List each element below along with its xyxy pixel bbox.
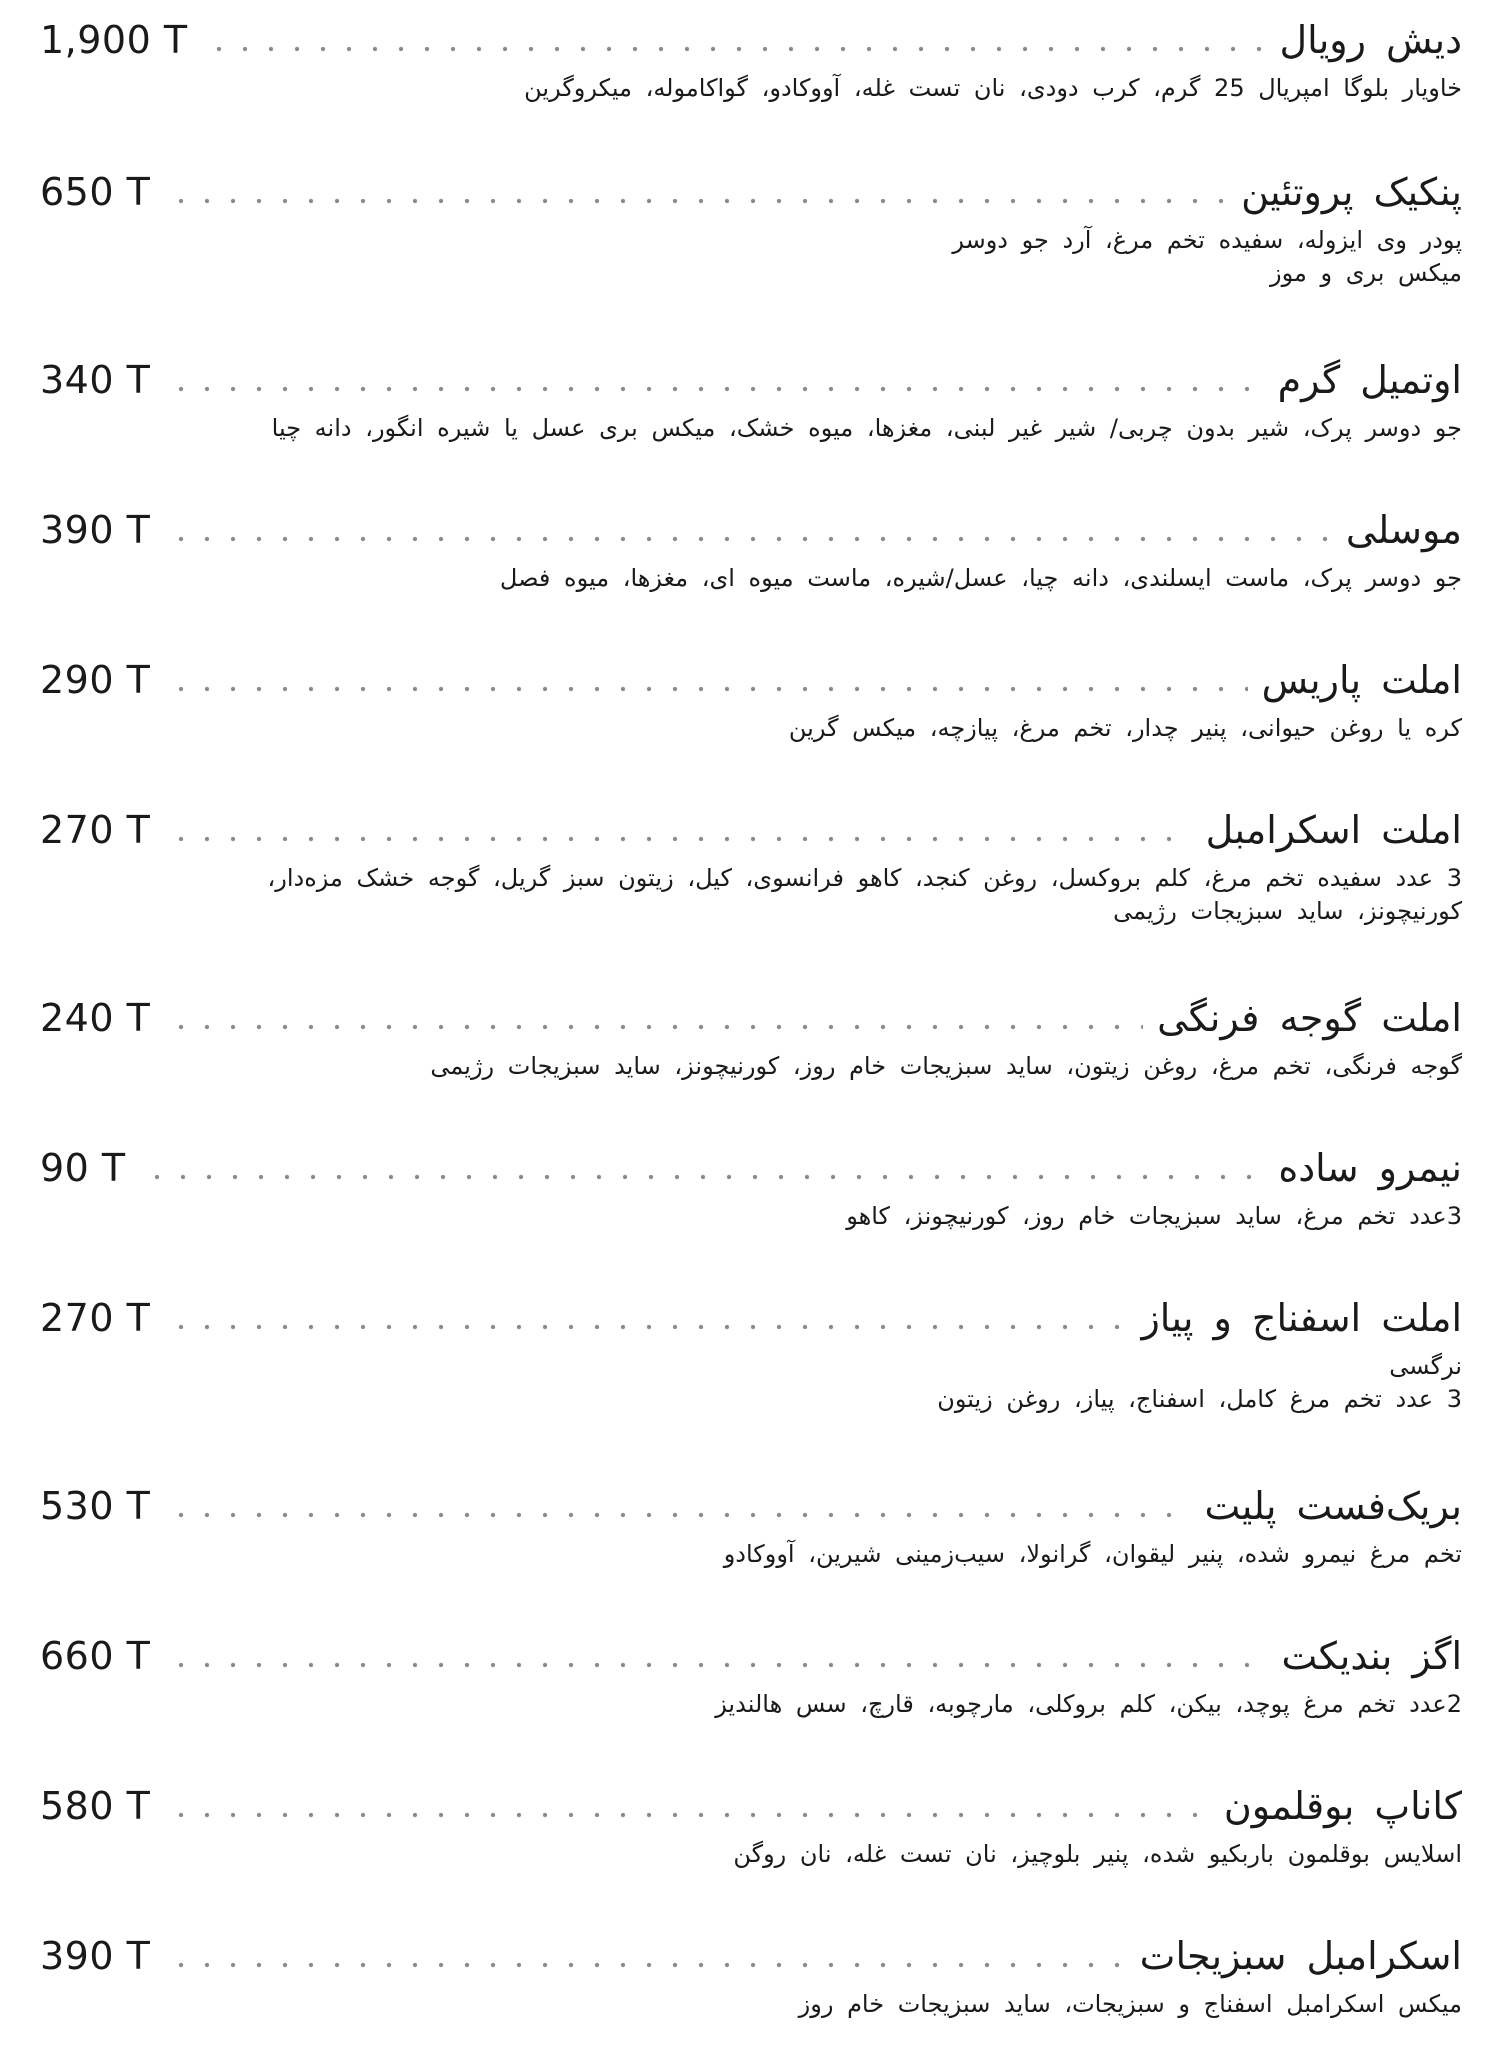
item-price: 390 T bbox=[40, 508, 151, 552]
description-line: نرگسی bbox=[1389, 1352, 1462, 1380]
dot-leader bbox=[168, 385, 1263, 393]
description-line: میکس بری و موز bbox=[1270, 259, 1462, 287]
item-price: 580 T bbox=[40, 1784, 151, 1828]
description-line: 3 عدد سفیده تخم مرغ، کلم بروکسل، روغن کنجد، کاهو فرانسوی، کیل، زیتون سبز گریل، گوجه خشک مزه‌دار، bbox=[267, 864, 1462, 892]
item-description bbox=[40, 1050, 1462, 1083]
item-description bbox=[40, 72, 1462, 105]
item-description bbox=[40, 1350, 1462, 1416]
item-description bbox=[40, 1838, 1462, 1871]
item-price: 660 T bbox=[40, 1634, 151, 1678]
description-line: میکس اسکرامبل اسفناج و سبزیجات، ساید سبزیجات خام روز bbox=[798, 1990, 1462, 2018]
dot-leader bbox=[168, 1323, 1127, 1331]
item-description bbox=[40, 1988, 1462, 2021]
item-description bbox=[40, 862, 1462, 928]
menu-item bbox=[40, 658, 1462, 745]
item-name: املت اسکرامبل bbox=[1205, 808, 1462, 852]
dot-leader bbox=[168, 1811, 1210, 1819]
item-name: کاناپ بوقلمون bbox=[1223, 1784, 1462, 1828]
item-name: دیش رویال bbox=[1279, 18, 1462, 62]
item-name: املت اسفناج و پیاز bbox=[1141, 1296, 1462, 1340]
item-name: املت گوجه فرنگی bbox=[1157, 996, 1462, 1040]
item-name: املت پاریس bbox=[1261, 658, 1462, 702]
dot-leader bbox=[168, 535, 1332, 543]
description-line: خاویار بلوگا امپریال 25 گرم، کرب دودی، نان تست غله، آووکادو، گواکاموله، میکروگرین bbox=[524, 74, 1462, 102]
dot-leader bbox=[168, 1023, 1143, 1031]
dot-leader bbox=[168, 685, 1247, 693]
dot-leader bbox=[168, 1961, 1125, 1969]
menu-item bbox=[40, 1296, 1462, 1416]
item-price: 340 T bbox=[40, 358, 151, 402]
item-name: نیمرو ساده bbox=[1278, 1146, 1462, 1190]
item-description bbox=[40, 412, 1462, 445]
menu-item bbox=[40, 170, 1462, 290]
item-name: پنکیک پروتئین bbox=[1241, 170, 1462, 214]
dot-leader bbox=[168, 1511, 1190, 1519]
item-price: 1,900 T bbox=[40, 18, 188, 62]
menu-item bbox=[40, 1784, 1462, 1871]
item-name: اسکرامبل سبزیجات bbox=[1139, 1934, 1462, 1978]
description-line: کورنیچونز، ساید سبزیجات رژیمی bbox=[1113, 897, 1462, 925]
item-price: 240 T bbox=[40, 996, 151, 1040]
item-name: اگز بندیکت bbox=[1281, 1634, 1462, 1678]
menu-item bbox=[40, 1484, 1462, 1571]
item-price: 390 T bbox=[40, 1934, 151, 1978]
item-price: 650 T bbox=[40, 170, 151, 214]
description-line: 3عدد تخم مرغ، ساید سبزیجات خام روز، کورنیچونز، کاهو bbox=[846, 1202, 1462, 1230]
menu-item bbox=[40, 808, 1462, 928]
menu-item bbox=[40, 1634, 1462, 1721]
item-name: اوتمیل گرم bbox=[1277, 358, 1462, 402]
item-description bbox=[40, 1688, 1462, 1721]
item-description bbox=[40, 1200, 1462, 1233]
description-line: اسلایس بوقلمون باربکیو شده، پنیر بلوچیز، نان تست غله، نان روگن bbox=[733, 1840, 1462, 1868]
description-line: 2عدد تخم مرغ پوچد، بیکن، کلم بروکلی، مارچوبه، قارچ، سس هالندیز bbox=[715, 1690, 1462, 1718]
menu-item bbox=[40, 358, 1462, 445]
menu-item bbox=[40, 18, 1462, 105]
description-line: پودر وی ایزوله، سفیده تخم مرغ، آرد جو دوسر bbox=[952, 226, 1462, 254]
item-price: 90 T bbox=[40, 1146, 126, 1190]
description-line: جو دوسر پرک، ماست ایسلندی، دانه چیا، عسل/شیره، ماست میوه ای، مغزها، میوه فصل bbox=[499, 564, 1462, 592]
item-name: بریک‌فست پلیت bbox=[1204, 1484, 1462, 1528]
menu-item bbox=[40, 1146, 1462, 1233]
dot-leader bbox=[206, 45, 1266, 53]
item-description bbox=[40, 562, 1462, 595]
description-line: جو دوسر پرک، شیر بدون چربی/ شیر غیر لبنی، مغزها، میوه خشک، میکس بری عسل یا شیره انگور، دانه چیا bbox=[271, 414, 1462, 442]
item-description bbox=[40, 1538, 1462, 1571]
description-line: گوجه فرنگی، تخم مرغ، روغن زیتون، ساید سبزیجات خام روز، کورنیچونز، ساید سبزیجات رژیمی bbox=[430, 1052, 1462, 1080]
item-description bbox=[40, 224, 1462, 290]
dot-leader bbox=[168, 835, 1191, 843]
menu-item bbox=[40, 1934, 1462, 2021]
item-price: 530 T bbox=[40, 1484, 151, 1528]
description-line: کره یا روغن حیوانی، پنیر چدار، تخم مرغ، پیازچه، میکس گرین bbox=[788, 714, 1462, 742]
dot-leader bbox=[168, 1661, 1267, 1669]
menu-item bbox=[40, 996, 1462, 1083]
item-name: موسلی bbox=[1345, 508, 1462, 552]
item-price: 270 T bbox=[40, 808, 151, 852]
menu-item bbox=[40, 508, 1462, 595]
item-description bbox=[40, 712, 1462, 745]
item-price: 290 T bbox=[40, 658, 151, 702]
description-line: تخم مرغ نیمرو شده، پنیر لیقوان، گرانولا، سیب‌زمینی شیرین، آووکادو bbox=[723, 1540, 1462, 1568]
description-line: 3 عدد تخم مرغ کامل، اسفناج، پیاز، روغن زیتون bbox=[937, 1385, 1462, 1413]
dot-leader bbox=[168, 197, 1227, 205]
dot-leader bbox=[144, 1173, 1265, 1181]
item-price: 270 T bbox=[40, 1296, 151, 1340]
